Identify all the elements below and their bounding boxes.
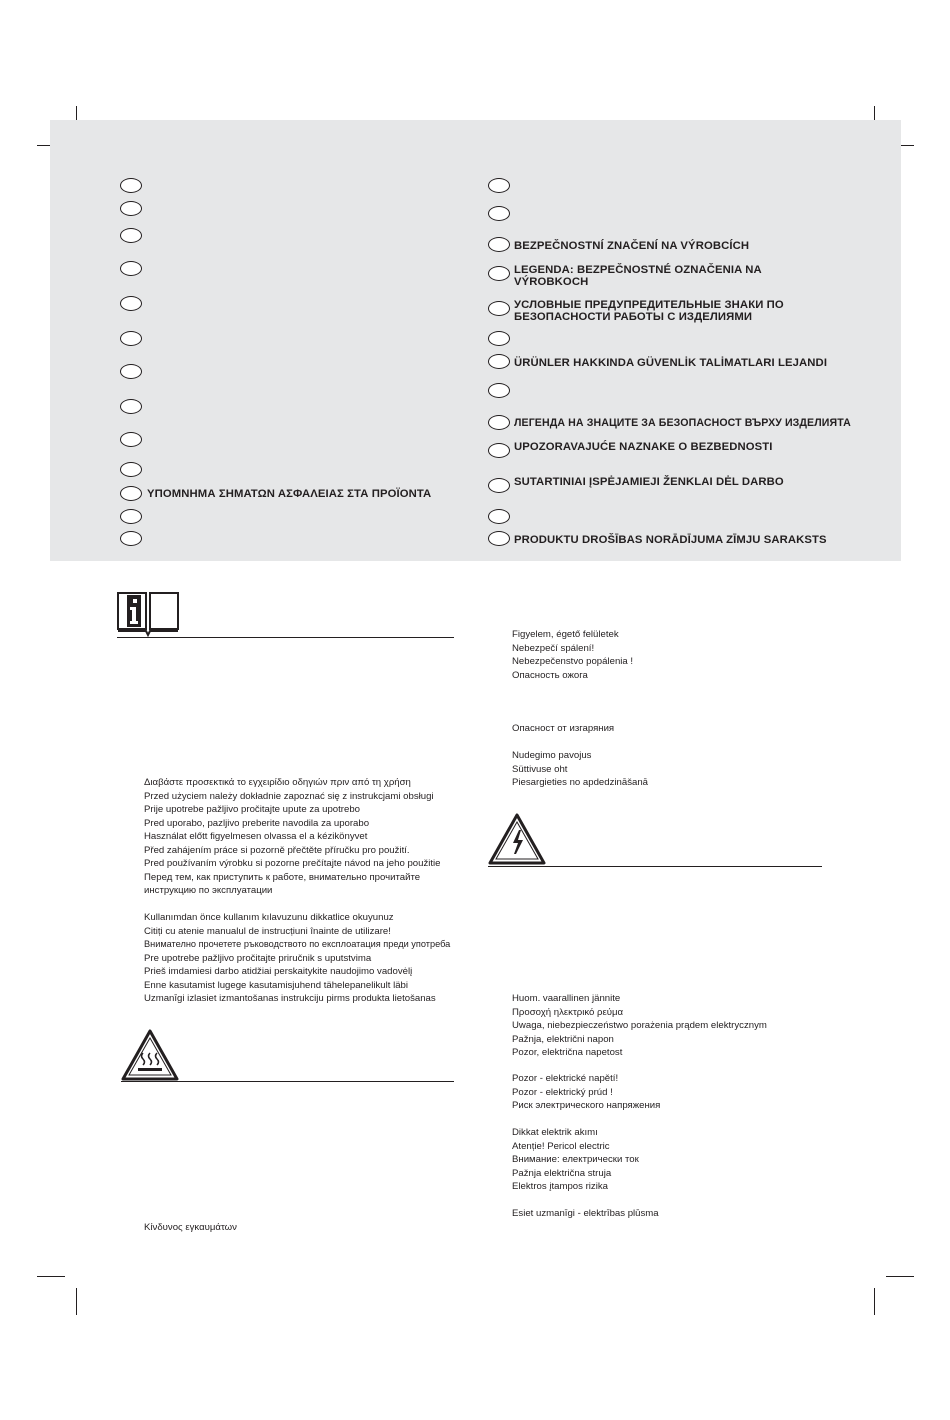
text-line: Kullanımdan önce kullanım kılavuzunu dikkatlice okuyunuz — [144, 912, 394, 923]
text-line: Pred používaním výrobku si pozorne prečítajte návod na jeho použitie — [144, 858, 441, 869]
language-badge — [120, 364, 142, 379]
language-badge — [120, 331, 142, 346]
language-badge — [120, 201, 142, 216]
text-line: Dikkat elektrik akımı — [512, 1127, 598, 1138]
text-line: Διαβάστε προσεκτικά το εγχειρίδιο οδηγιών πριν από τη χρήση — [144, 777, 411, 788]
language-badge — [120, 509, 142, 524]
text-line: Piesargieties no apdedzināšanā — [512, 777, 649, 788]
section-rule — [117, 637, 454, 638]
language-badge — [488, 531, 510, 546]
hot-warning-greek: Κίνδυνος εγκαυμάτων — [144, 1222, 237, 1233]
text-line: инструкцию по эксплуатации — [144, 885, 273, 896]
text-line: Před zahájením práce si pozorně přečtěte příručku pro použití. — [144, 844, 410, 856]
legend-title-turkish: ÜRÜNLER HAKKINDA GÜVENLİK TALİMATLARI LEJANDI — [514, 357, 828, 369]
language-badge — [488, 383, 510, 398]
language-badge — [120, 486, 142, 501]
manual-warnings-group-1 — [144, 776, 441, 898]
text-line: Опасност от изгаряния — [512, 723, 615, 734]
text-line: Használat előtt figyelmesen olvassa el a kézikönyvet — [144, 831, 368, 842]
hot-warnings-group-3 — [512, 749, 648, 790]
text-line: Enne kasutamist lugege kasutamisjuhend tähelepanelikult läbi — [144, 979, 408, 991]
electric-warnings-group-3 — [512, 1126, 639, 1194]
text-line: Prije upotrebe pažljivo pročitajte upute za upotrebo — [144, 804, 360, 815]
section-rule — [488, 866, 822, 867]
hot-warnings-group-1 — [512, 628, 633, 682]
crop-mark — [874, 1288, 875, 1315]
legend-title-line: LEGENDA: BEZPEČNOSTNÉ OZNAČENIA NA VÝROBKOCH — [514, 264, 762, 288]
legend-title-czech: BEZPEČNOSTNÍ ZNAČENÍ NA VÝROBCÍCH — [514, 240, 750, 252]
text-line: Prieš imdamiesi darbo atidžiai perskaitykite naudojimo vadovėlį — [144, 966, 413, 977]
legend-title-russian — [514, 299, 784, 323]
text-line: Риск электрического напряжения — [512, 1100, 661, 1111]
language-badge — [488, 354, 510, 369]
language-badge — [488, 478, 510, 493]
language-badge — [120, 228, 142, 243]
section-rule — [121, 1081, 454, 1082]
text-line: Pažnja, električni napon — [512, 1033, 614, 1045]
crop-mark — [37, 1276, 65, 1277]
text-line: Przed użyciem należy dokładnie zapoznać się z instrukcjami obsługi — [144, 790, 434, 802]
text-line: Pozor - elektrický prúd ! — [512, 1086, 613, 1098]
text-line: Внимание: електрически ток — [512, 1154, 639, 1165]
crop-mark — [886, 1276, 914, 1277]
language-badge — [488, 178, 510, 193]
text-line: Pozor - elektrické napětí! — [512, 1073, 619, 1084]
legend-title-line: УСЛОВНЫЕ ПРЕДУПРЕДИТЕЛЬНЫЕ ЗНАКИ ПО БЕЗОПАСНОСТИ РАБОТЫ С ИЗДЕЛИЯМИ — [514, 299, 784, 323]
text-line: Esiet uzmanīgi - elektrības plūsma — [512, 1208, 659, 1219]
text-line: Süttivuse oht — [512, 763, 568, 775]
language-badge — [488, 509, 510, 524]
text-line: Nebezpečí spálení! — [512, 642, 595, 654]
electric-warnings-group-1 — [512, 992, 767, 1060]
language-badge — [120, 178, 142, 193]
text-line: Pažnja električna struja — [512, 1167, 612, 1179]
read-manual-icon — [117, 591, 180, 637]
language-badge — [488, 301, 510, 316]
safety-legend-panel — [50, 120, 901, 561]
crop-mark — [76, 1288, 77, 1315]
language-badge — [488, 331, 510, 346]
electric-shock-warning-icon — [488, 813, 546, 865]
legend-title-serbian: UPOZORAVAJUĆE NAZNAKE O BEZBEDNOSTI — [514, 441, 773, 453]
text-line: Pred uporabo, pazljivo preberite navodila za uporabo — [144, 817, 370, 829]
legend-title-lithuanian: SUTARTINIAI ĮSPĖJAMIEJI ŽENKLAI DĖL DARBO — [514, 476, 784, 488]
text-line: Nudegimo pavojus — [512, 750, 592, 761]
legend-title-bulgarian: ЛЕГЕНДА НА ЗНАЦИТЕ ЗА БЕЗОПАСНОСТ ВЪРХУ ИЗДЕЛИЯТА — [514, 417, 851, 429]
language-badge — [120, 296, 142, 311]
legend-title-greek: ΥΠΟΜΝΗΜΑ ΣΗΜΑΤΩΝ ΑΣΦΑΛΕΙΑΣ ΣΤΑ ΠΡΟΪΟΝΤΑ — [147, 488, 432, 500]
manual-warnings-group-2 — [144, 911, 450, 1006]
language-badge — [120, 462, 142, 477]
language-badge — [120, 531, 142, 546]
text-line: Uwaga, niebezpieczeństwo porażenia prądem elektrycznym — [512, 1020, 767, 1031]
text-line: Опасность ожога — [512, 669, 588, 681]
text-line: Pozor, električna napetost — [512, 1047, 623, 1058]
language-badge — [120, 261, 142, 276]
hot-surface-warning-icon — [121, 1029, 179, 1081]
text-line: Atenție! Pericol electric — [512, 1140, 610, 1152]
text-line: Перед тем, как приступить к работе, внимательно прочитайте — [144, 871, 421, 883]
language-badge — [488, 266, 510, 281]
text-line: Nebezpečenstvo popálenia ! — [512, 656, 634, 667]
electric-warnings-group-2 — [512, 1072, 660, 1113]
legend-title-slovak — [514, 264, 762, 288]
legend-title-latvian: PRODUKTU DROŠĪBAS NORĀDĪJUMA ZĪMJU SARAKSTS — [514, 534, 827, 546]
electric-warnings-group-4 — [512, 1207, 659, 1221]
language-badge — [488, 443, 510, 458]
language-badge — [488, 206, 510, 221]
text-line: Elektros įtampos rizika — [512, 1181, 608, 1192]
text-line: Citiți cu atenie manualul de instrucțiuni înainte de utilizare! — [144, 925, 391, 937]
language-badge — [120, 432, 142, 447]
text-line: Figyelem, égető felületek — [512, 629, 619, 640]
text-line: Внимателно прочетете ръководството по експлоатация преди употреба — [144, 939, 451, 949]
text-line: Προσοχή ηλεκτρικό ρεύμα — [512, 1006, 624, 1018]
text-line: Uzmanīgi izlasiet izmantošanas instrukciju pirms produkta lietošanas — [144, 993, 436, 1004]
language-badge — [120, 399, 142, 414]
hot-warnings-group-2 — [512, 722, 614, 736]
language-badge — [488, 415, 510, 430]
text-line: Huom. vaarallinen jännite — [512, 993, 621, 1004]
text-line: Pre upotrebe pažljivo pročitajte priručnik s uputstvima — [144, 952, 372, 964]
language-badge — [488, 237, 510, 252]
